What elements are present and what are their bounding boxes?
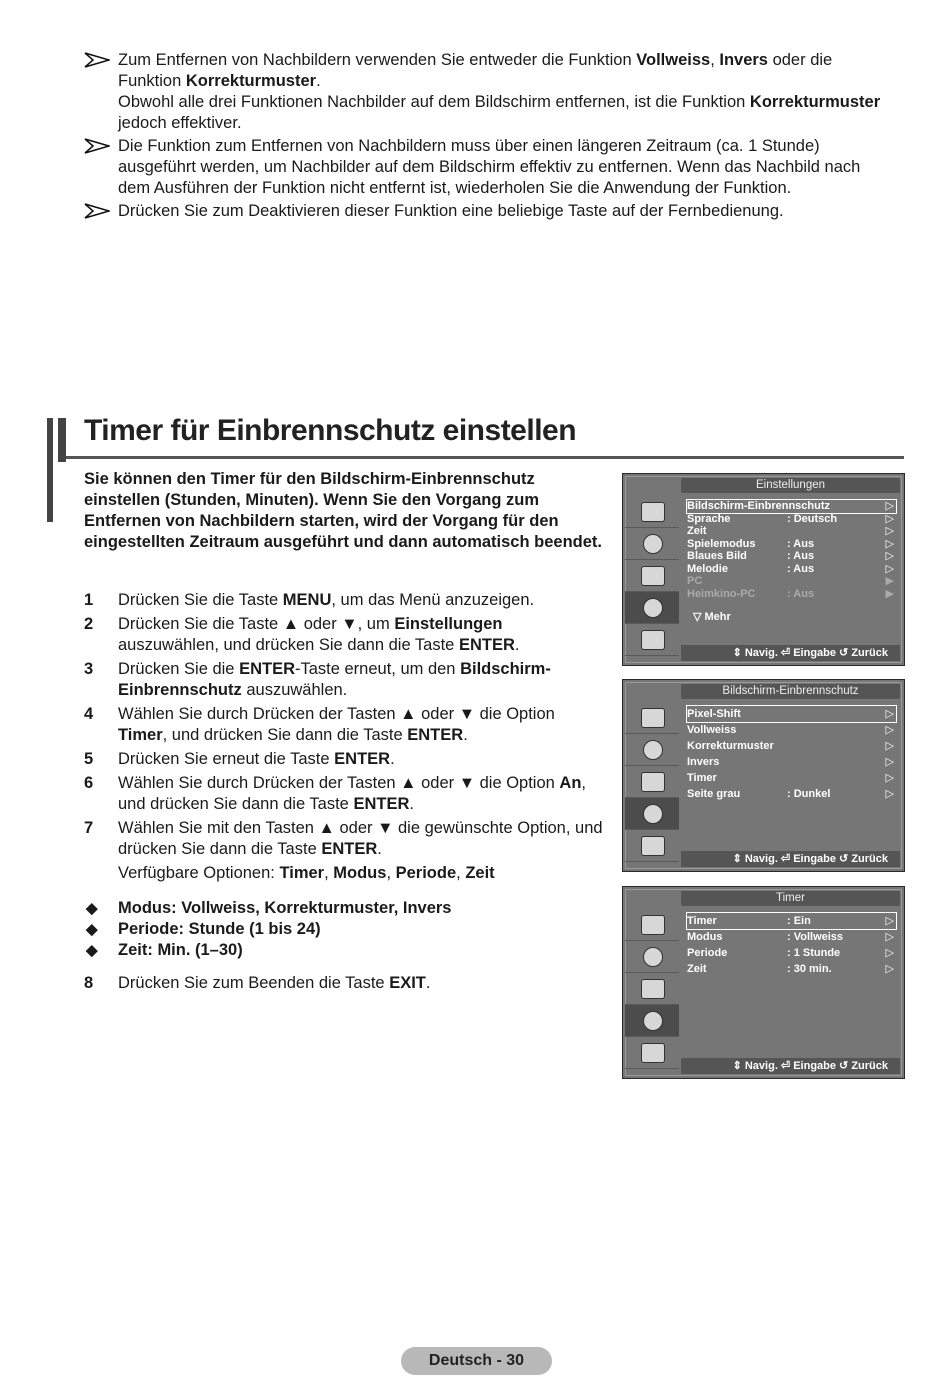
text-run: Zum Entfernen von Nachbildern verwenden Sie entweder die Funktion bbox=[118, 51, 637, 69]
osd-menu-item[interactable] bbox=[687, 722, 896, 738]
text-run: Invers bbox=[719, 51, 768, 69]
text-run: Periode bbox=[118, 920, 179, 938]
text-run: Zeit bbox=[465, 864, 495, 882]
osd-sidebar bbox=[625, 496, 679, 643]
input-icon[interactable] bbox=[625, 830, 679, 862]
text-run: Obwohl alle drei Funktionen Nachbilder auf dem Bildschirm entfernen, ist die Funktion bbox=[118, 93, 750, 111]
text-run: . bbox=[377, 840, 382, 858]
picture-icon[interactable] bbox=[625, 909, 679, 941]
text-run: Modus bbox=[118, 899, 172, 917]
osd-item-value: : Vollweiss bbox=[787, 931, 844, 943]
text-run: . bbox=[463, 726, 468, 744]
sound-icon[interactable] bbox=[625, 528, 679, 560]
osd-menu-item[interactable] bbox=[687, 913, 896, 929]
step-item bbox=[84, 659, 604, 701]
title-accent-bar bbox=[47, 418, 53, 522]
step-number: 7 bbox=[84, 819, 94, 837]
osd-menu-list bbox=[687, 500, 896, 600]
triangle-right-icon: ▷ bbox=[885, 788, 894, 800]
osd-item-value: : Aus bbox=[787, 550, 815, 562]
osd-menu-item[interactable] bbox=[687, 500, 896, 513]
note-text bbox=[118, 201, 884, 222]
text-run: Drücken Sie die Taste ▲ oder ▼, um bbox=[118, 615, 395, 633]
osd-item-label: Seite grau bbox=[687, 788, 741, 800]
step-number: 4 bbox=[84, 705, 94, 723]
osd-menu-list bbox=[687, 913, 896, 977]
osd-menu-item[interactable] bbox=[687, 706, 896, 722]
text-run: EXIT bbox=[389, 974, 426, 992]
text-run: : bbox=[147, 941, 158, 959]
step-item bbox=[84, 818, 604, 884]
osd-item-label: Zeit bbox=[687, 525, 707, 537]
text-run: ENTER bbox=[321, 840, 378, 858]
text-run: Korrekturmuster bbox=[749, 93, 881, 111]
text-run: Drücken Sie die bbox=[118, 660, 240, 678]
osd-item-label: Pixel-Shift bbox=[687, 708, 741, 720]
channel-icon[interactable] bbox=[625, 560, 679, 592]
text-run: , und drücken Sie dann die Taste bbox=[118, 774, 587, 813]
text-run: ENTER bbox=[334, 750, 391, 768]
text-run: oder die Funktion bbox=[118, 51, 833, 90]
text-run: Zeit bbox=[118, 941, 148, 959]
title-accent-bar-short bbox=[58, 418, 66, 462]
osd-menu-item[interactable] bbox=[687, 563, 896, 576]
text-run: Drücken Sie erneut die Taste bbox=[118, 750, 335, 768]
osd-help-bar: ⇕ Navig. ⏎ Eingabe ↺ Zurück bbox=[681, 1058, 900, 1074]
step-text bbox=[118, 818, 604, 860]
title-underline bbox=[66, 456, 904, 459]
text-run: ENTER bbox=[458, 636, 515, 654]
sound-icon[interactable] bbox=[625, 734, 679, 766]
osd-item-value: : Aus bbox=[787, 537, 815, 550]
osd-item-value: : 1 Stunde bbox=[787, 947, 841, 959]
arrow-icon bbox=[84, 138, 110, 154]
text-run: Periode bbox=[395, 864, 457, 882]
osd-menu-item[interactable] bbox=[687, 929, 896, 945]
text-run: Drücken Sie zum Beenden die Taste bbox=[118, 974, 390, 992]
osd-menu-timer bbox=[622, 886, 905, 1079]
note-text bbox=[118, 50, 884, 92]
triangle-right-icon: ▷ bbox=[885, 915, 894, 927]
osd-help-bar: ⇕ Navig. ⏎ Eingabe ↺ Zurück bbox=[681, 645, 900, 661]
text-run: : bbox=[178, 920, 189, 938]
osd-item-label: Zeit bbox=[687, 963, 707, 975]
triangle-right-icon: ▷ bbox=[885, 537, 894, 550]
text-run: Wählen Sie durch Drücken der Tasten ▲ oder ▼ die Option bbox=[118, 774, 560, 792]
osd-item-label: Modus bbox=[687, 931, 723, 943]
text-run: Vollweiss, Korrekturmuster, Invers bbox=[181, 899, 452, 917]
settings-gear-icon[interactable] bbox=[625, 1005, 679, 1037]
triangle-right-icon: ▷ bbox=[885, 525, 894, 537]
text-run: , bbox=[386, 864, 396, 882]
osd-item-value: : Ein bbox=[787, 915, 811, 927]
step-item bbox=[84, 973, 604, 994]
note-text-extra bbox=[118, 92, 884, 134]
osd-menu-item[interactable] bbox=[687, 961, 896, 977]
sound-icon[interactable] bbox=[625, 941, 679, 973]
triangle-right-icon: ▷ bbox=[885, 724, 894, 736]
triangle-right-icon: ▷ bbox=[885, 740, 894, 752]
osd-more-link[interactable]: ▽ Mehr bbox=[693, 611, 731, 623]
text-run: ENTER bbox=[353, 795, 410, 813]
osd-menu-item[interactable] bbox=[687, 513, 896, 526]
text-run: ENTER bbox=[407, 726, 464, 744]
step-number: 1 bbox=[84, 591, 94, 609]
text-run: Korrekturmuster bbox=[185, 72, 317, 90]
text-run: Die Funktion zum Entfernen von Nachbildern muss über einen längeren Zeitraum (ca. 1 Stunde) ausgeführt werden, um Nachbilder auf dem Bildschirm effektiv zu entfernen. Wenn das Nachbild nach dem Ausführen der Funktion nicht entfernt ist, wiederholen Sie die Anwendung der Funktion. bbox=[118, 137, 861, 197]
text-run: Einstellungen bbox=[394, 615, 503, 633]
osd-item-value: : Dunkel bbox=[787, 788, 831, 800]
osd-menu-item[interactable] bbox=[687, 786, 896, 802]
diamond-bullet-icon: ◆ bbox=[86, 900, 98, 917]
input-icon[interactable] bbox=[625, 1037, 679, 1069]
triangle-right-icon: ▷ bbox=[885, 772, 894, 784]
text-run: Drücken Sie die Taste bbox=[118, 591, 283, 609]
osd-menu-list bbox=[687, 706, 896, 802]
text-run: Wählen Sie durch Drücken der Tasten ▲ oder ▼ die Option bbox=[118, 705, 555, 723]
text-run: Stunde (1 bis 24) bbox=[188, 920, 321, 938]
step-text bbox=[118, 749, 604, 770]
text-run: : bbox=[171, 899, 182, 917]
triangle-right-filled-icon: ▶ bbox=[885, 587, 894, 600]
text-run: MENU bbox=[282, 591, 332, 609]
text-run: -Taste erneut, um den bbox=[294, 660, 461, 678]
osd-sidebar bbox=[625, 702, 679, 849]
step-text bbox=[118, 773, 604, 815]
text-run: An bbox=[559, 774, 582, 792]
triangle-right-icon: ▷ bbox=[885, 708, 894, 720]
osd-help-bar: ⇕ Navig. ⏎ Eingabe ↺ Zurück bbox=[681, 851, 900, 867]
step-item bbox=[84, 590, 604, 611]
text-run: ENTER bbox=[239, 660, 295, 678]
triangle-right-icon: ▷ bbox=[885, 562, 894, 575]
step-item bbox=[84, 614, 604, 656]
input-icon[interactable] bbox=[625, 624, 679, 656]
text-run: Drücken Sie zum Deaktivieren dieser Funktion eine beliebige Taste auf der Fernbedienung. bbox=[118, 202, 784, 220]
osd-item-label: PC bbox=[687, 575, 703, 587]
picture-icon[interactable] bbox=[625, 702, 679, 734]
osd-menu-item[interactable] bbox=[687, 525, 896, 538]
step-text bbox=[118, 614, 604, 656]
note-item bbox=[84, 136, 884, 199]
step-text bbox=[118, 659, 604, 701]
text-run: auszuwählen, und drücken Sie dann die Taste bbox=[118, 636, 459, 654]
osd-menu-einstellungen bbox=[622, 473, 905, 666]
osd-title: Bildschirm-Einbrennschutz bbox=[681, 684, 900, 699]
triangle-right-icon: ▷ bbox=[885, 550, 894, 562]
text-run: Verfügbare Optionen: bbox=[118, 864, 280, 882]
step-text bbox=[118, 590, 604, 611]
triangle-right-icon: ▷ bbox=[885, 931, 894, 943]
triangle-right-icon: ▷ bbox=[885, 500, 894, 512]
osd-item-label: Spielemodus bbox=[687, 537, 756, 550]
text-run: , bbox=[324, 864, 334, 882]
osd-item-label: Melodie bbox=[687, 562, 728, 575]
text-run: . bbox=[425, 974, 431, 992]
option-item bbox=[84, 898, 604, 919]
text-run: , bbox=[710, 51, 720, 69]
diamond-bullet-icon: ◆ bbox=[86, 942, 98, 959]
steps bbox=[84, 590, 604, 997]
osd-item-label: Bildschirm-Einbrennschutz bbox=[687, 500, 831, 512]
osd-menu-item[interactable] bbox=[687, 575, 896, 588]
osd-menu-item[interactable] bbox=[687, 754, 896, 770]
page-number: Deutsch - 30 bbox=[401, 1347, 552, 1375]
step-number: 5 bbox=[84, 750, 94, 768]
text-run: . bbox=[390, 750, 395, 768]
text-run: . bbox=[316, 72, 321, 90]
osd-item-label: Vollweiss bbox=[687, 724, 737, 736]
osd-menu-item[interactable] bbox=[687, 588, 896, 601]
text-run: , und drücken Sie dann die Taste bbox=[162, 726, 408, 744]
triangle-right-icon: ▷ bbox=[885, 947, 894, 959]
picture-icon[interactable] bbox=[625, 496, 679, 528]
arrow-icon bbox=[84, 52, 110, 68]
step-number: 8 bbox=[84, 974, 94, 992]
section-title: Timer für Einbrennschutz einstellen bbox=[84, 414, 577, 447]
text-run: jedoch effektiver. bbox=[118, 114, 242, 132]
osd-item-label: Korrekturmuster bbox=[687, 740, 774, 752]
triangle-right-icon: ▷ bbox=[885, 512, 894, 525]
text-run: Timer bbox=[118, 726, 163, 744]
step-number: 3 bbox=[84, 660, 94, 678]
intro-text: Sie können den Timer für den Bildschirm-Einbrennschutz einstellen (Stunden, Minuten). Wenn Sie den Vorgang zum Entfernen von Nachbildern starten, wird der Vorgang für den eingestellten Zeitraum ausgeführt und dann automatisch beendet. bbox=[84, 470, 602, 551]
osd-item-label: Sprache bbox=[687, 512, 731, 525]
osd-item-value: : 30 min. bbox=[787, 963, 832, 975]
osd-item-value: : Aus bbox=[787, 587, 815, 600]
osd-sidebar bbox=[625, 909, 679, 1056]
channel-icon[interactable] bbox=[625, 973, 679, 1005]
osd-item-label: Heimkino-PC bbox=[687, 587, 756, 600]
osd-menu-item[interactable] bbox=[687, 538, 896, 551]
text-run: Timer bbox=[279, 864, 325, 882]
osd-menu-item[interactable] bbox=[687, 770, 896, 786]
osd-menu-item[interactable] bbox=[687, 738, 896, 754]
settings-gear-icon[interactable] bbox=[625, 798, 679, 830]
osd-item-label: Timer bbox=[687, 772, 717, 784]
notes bbox=[84, 50, 884, 224]
option-list bbox=[84, 898, 604, 961]
note-item bbox=[84, 50, 884, 134]
note-text bbox=[118, 136, 884, 199]
osd-title: Timer bbox=[681, 891, 900, 906]
osd-item-label: Periode bbox=[687, 947, 728, 959]
step-number: 6 bbox=[84, 774, 94, 792]
step-text bbox=[118, 973, 604, 994]
step-item bbox=[84, 704, 604, 746]
arrow-icon bbox=[84, 203, 110, 219]
osd-item-value: : Deutsch bbox=[787, 512, 838, 525]
diamond-bullet-icon: ◆ bbox=[86, 921, 98, 938]
text-run: Bildschirm-Einbrennschutz bbox=[118, 660, 551, 699]
text-run: Min. (1–30) bbox=[157, 941, 243, 959]
osd-item-value: : Aus bbox=[787, 562, 815, 575]
note-item bbox=[84, 201, 884, 222]
channel-icon[interactable] bbox=[625, 766, 679, 798]
text-run: Vollweiss bbox=[636, 51, 711, 69]
osd-title: Einstellungen bbox=[681, 478, 900, 493]
step-number: 2 bbox=[84, 615, 94, 633]
osd-menu-item[interactable] bbox=[687, 945, 896, 961]
step-text bbox=[118, 704, 604, 746]
text-run: . bbox=[409, 795, 414, 813]
text-run: , bbox=[456, 864, 466, 882]
option-item bbox=[84, 940, 604, 961]
settings-gear-icon[interactable] bbox=[625, 592, 679, 624]
osd-menu-einbrennschutz bbox=[622, 679, 905, 872]
osd-item-label: Invers bbox=[687, 756, 720, 768]
step-item bbox=[84, 773, 604, 815]
osd-item-label: Timer bbox=[687, 915, 717, 927]
osd-menu-item[interactable] bbox=[687, 550, 896, 563]
option-item bbox=[84, 919, 604, 940]
triangle-right-icon: ▷ bbox=[885, 963, 894, 975]
step-item bbox=[84, 749, 604, 770]
text-run: Wählen Sie mit den Tasten ▲ oder ▼ die gewünschte Option, und drücken Sie dann die Taste bbox=[118, 819, 603, 858]
text-run: , um das Menü anzuzeigen. bbox=[331, 591, 535, 609]
step-text-extra bbox=[118, 863, 604, 884]
text-run: . bbox=[514, 636, 520, 654]
osd-item-label: Blaues Bild bbox=[687, 550, 747, 562]
text-run: Modus bbox=[333, 864, 387, 882]
text-run: auszuwählen. bbox=[241, 681, 348, 699]
triangle-right-icon: ▷ bbox=[885, 756, 894, 768]
triangle-right-filled-icon: ▶ bbox=[885, 575, 894, 587]
